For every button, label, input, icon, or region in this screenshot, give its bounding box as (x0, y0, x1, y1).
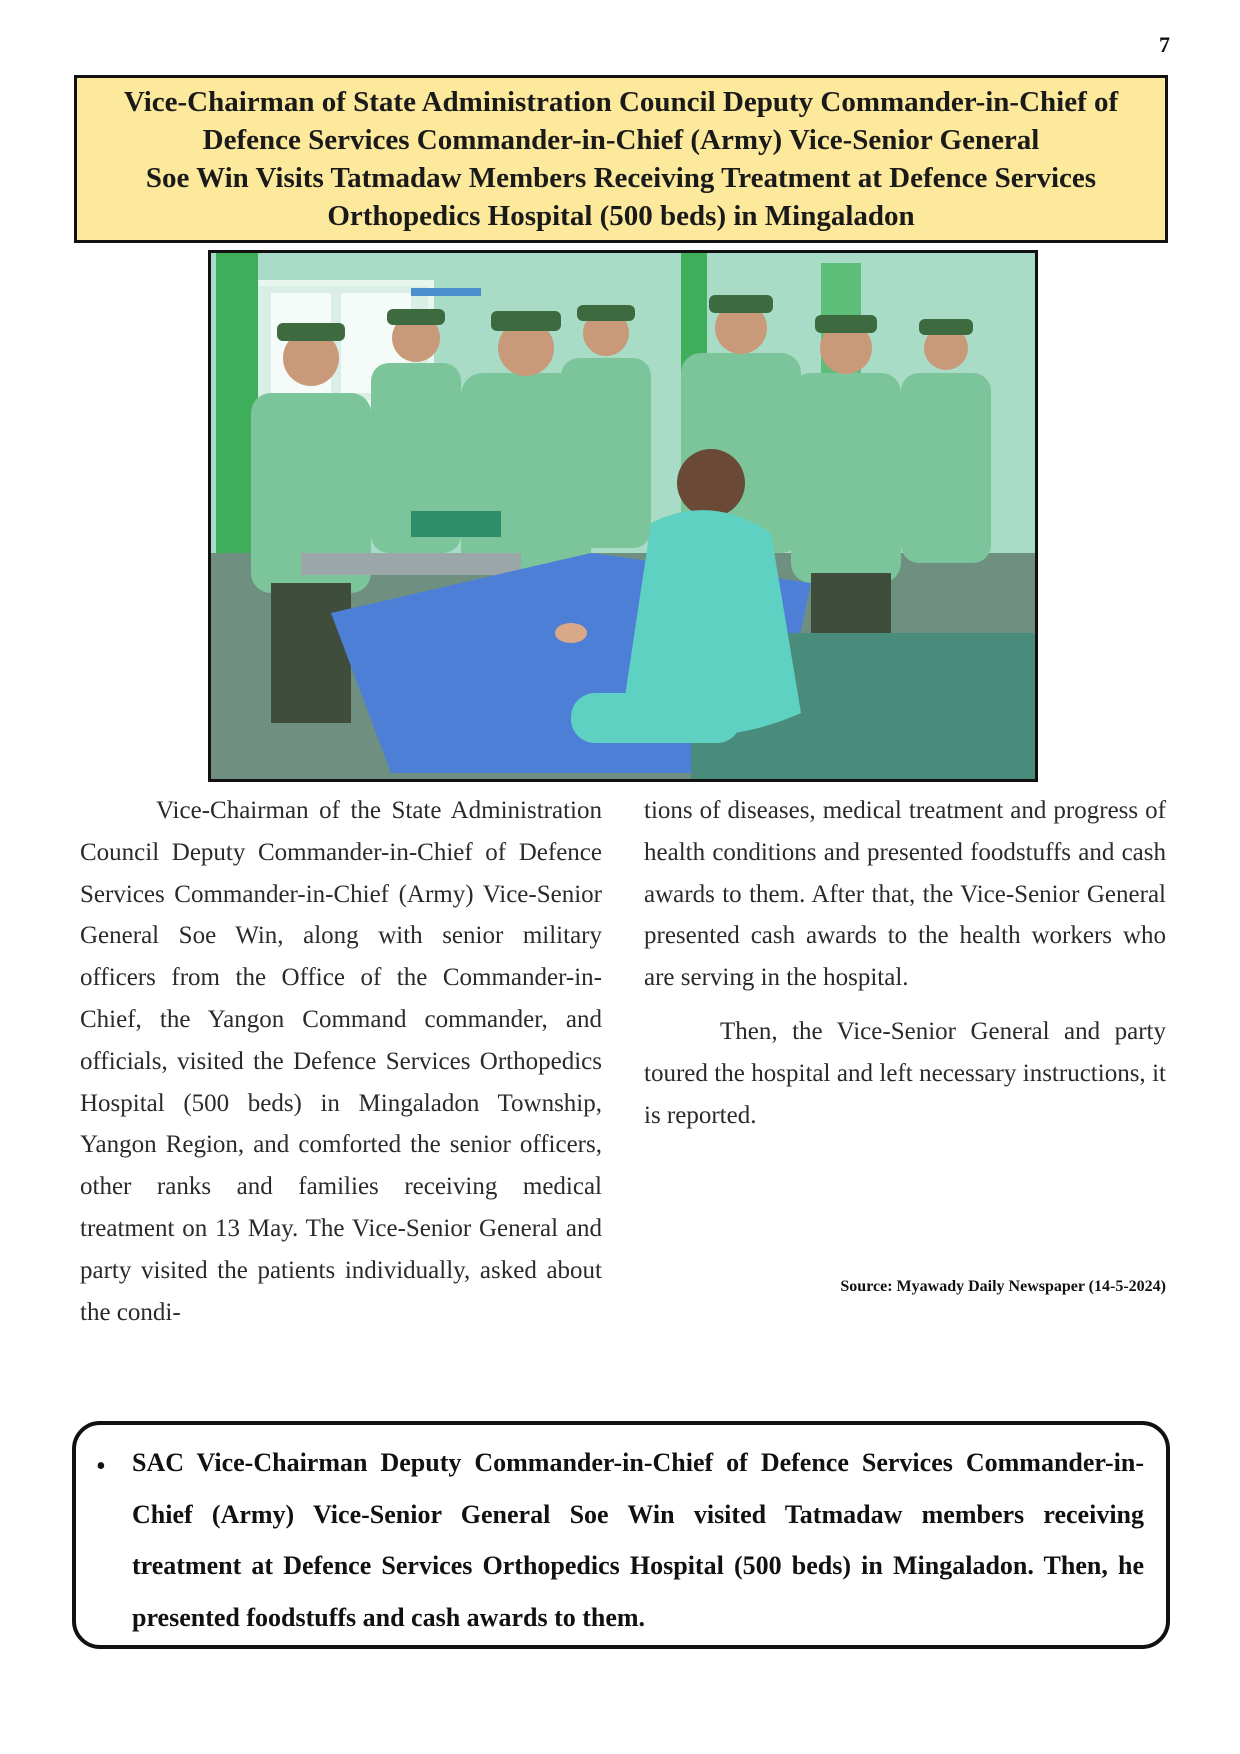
article-text-right: tions of diseases, medical treatment and progress of health conditions and presented foodstuffs and cash awards to them. After that, the Vice-Senior General presented cash awards to the health workers who are serving in the hospital. (644, 797, 1166, 992)
headline-line-1: Vice-Chairman of State Administration Council Deputy Commander-in-Chief of (123, 86, 1119, 118)
source-credit: Source: Myawady Daily Newspaper (14-5-2024) (840, 1278, 1166, 1295)
article-column-right (644, 790, 1166, 1136)
page-number: 7 (1159, 32, 1170, 57)
headline-line-4: Orthopedics Hospital (500 beds) in Mingaladon (327, 200, 915, 232)
hospital-visit-illustration (211, 253, 1035, 779)
headline-line-2: Defence Services Commander-in-Chief (Army) Vice-Senior General (202, 124, 1040, 156)
news-photo (208, 250, 1038, 782)
summary-text: SAC Vice-Chairman Deputy Commander-in-Chief of Defence Services Commander-in-Chief (Army) Vice-Senior General Soe Win visited Tatmadaw members receiving treatment at Defence Services Orthopedics Hospital (500 beds) in Mingaladon. Then, he presented foodstuffs and cash awards to them. (132, 1448, 1144, 1632)
article-paragraph-2: Then, the Vice-Senior General and party toured the hospital and left necessary instructions, it is reported. (644, 1017, 1166, 1129)
article-text-left: Vice-Chairman of the State Administration Council Deputy Commander-in-Chief of Defence Services Commander-in-Chief (Army) Vice-Senior General Soe Win, along with senior military officers from the Office of the Commander-in-Chief, the Yangon Command commander, and officials, visited the Defence Services Orthopedics Hospital (500 beds) in Mingaladon Township, Yangon Region, and comforted the senior officers, other ranks and families receiving medical treatment on 13 May. The Vice-Senior General and party visited the patients individually, asked about the condi- (80, 797, 602, 1326)
summary-box (72, 1421, 1170, 1649)
headline-line-3: Soe Win Visits Tatmadaw Members Receiving Treatment at Defence Services (145, 162, 1097, 194)
bullet-icon: • (96, 1451, 106, 1482)
headline-box (74, 75, 1168, 243)
article-column-left (80, 790, 602, 1333)
